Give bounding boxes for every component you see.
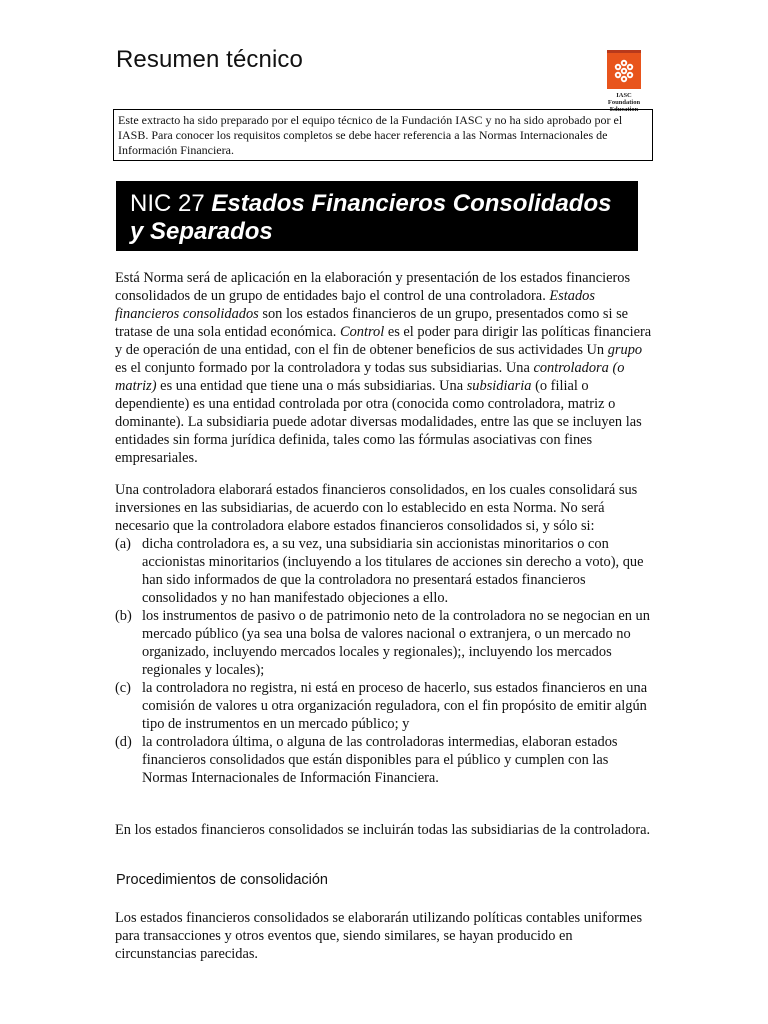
iasc-logo-icon: [607, 50, 641, 89]
list-item-text: la controladora última, o alguna de las controladoras intermedias, elaboran estados financieros consolidados que están disponibles para el público y cumplen con las Normas Internacionales de Información Financiera.: [142, 734, 618, 786]
exemption-paragraph: [115, 481, 655, 787]
text-run: es una entidad que tiene una o más subsidiarias. Una: [156, 378, 467, 394]
standard-name-line1: Estados Financieros Consolidados: [211, 190, 612, 217]
defined-term: controladora (o matriz): [115, 360, 625, 394]
list-marker: (c): [115, 680, 131, 696]
text-run: es el conjunto formado por la controladora y todas sus subsidiarias. Una: [115, 360, 534, 376]
logo-caption-line1: IASC Foundation: [607, 92, 641, 106]
text-run: (o filial o dependiente) es una entidad controlada por otra (conocida como controladora, matriz o dominante). La subsidiaria puede adotar diversas modalidades, entre las que se incluyen las entidades sin forma jurídica definida, tales como las fórmulas asociativas con fines empresariales.: [115, 378, 642, 466]
list-item: [115, 679, 655, 733]
banner-line1: [130, 190, 624, 218]
procedures-paragraph: Los estados financieros consolidados se elaborarán utilizando políticas contables uniformes para transacciones y otros eventos que, siendo similares, se hayan producido en circunstancias parecidas.: [115, 910, 643, 962]
text-run: es el poder para dirigir las políticas financiera y de operación de una entidad, con el fin de obtener beneficios de sus actividades Un: [115, 324, 652, 358]
list-marker: (a): [115, 536, 131, 552]
list-item: [115, 535, 655, 607]
defined-term: subsidiaria: [466, 378, 532, 394]
text-run: son los estados financieros de un grupo, presentados como si se tratase de una sola entidad económica.: [115, 306, 629, 340]
iasc-foundation-logo: [602, 50, 646, 113]
logo-caption-line2: Education: [609, 106, 639, 113]
disclaimer-box: Este extracto ha sido preparado por el equipo técnico de la Fundación IASC y no ha sido aprobado por el IASB. Para conocer los requisitos completos se debe hacer referencia a las Normas Internacionales de Información Financiera.: [113, 109, 653, 161]
list-item: [115, 607, 655, 679]
list-item-text: los instrumentos de pasivo o de patrimonio neto de la controladora no se negocian en un mercado público (ya sea una bolsa de valores nacional o extranjera, o un mercado no organizado, incluyendo mercados locales y regionales);, incluyendo los mercados regionales y locales);: [142, 608, 650, 678]
list-item-text: la controladora no registra, ni está en proceso de hacerlo, sus estados financieros en una comisión de valores u otra organización reguladora, con el fin propósito de emitir algún tipo de instrumentos en un mercado público; y: [142, 680, 648, 732]
list-marker: (b): [115, 608, 132, 624]
section-heading: Procedimientos de consolidación: [116, 872, 328, 888]
list-item: [115, 733, 655, 787]
definitions-paragraph: [115, 269, 655, 467]
defined-term: Control: [339, 324, 385, 340]
standard-name-line2: y Separados: [130, 218, 273, 245]
standard-title-banner: [116, 181, 638, 251]
defined-term: Estados financieros consolidados: [115, 288, 595, 322]
scope-paragraph: En los estados financieros consolidados se incluirán todas las subsidiarias de la controladora.: [115, 822, 651, 838]
list-item-text: dicha controladora es, a su vez, una subsidiaria sin accionistas minoritarios o con accionistas minoritarios (incluyendo a los titulares de acciones sin derecho a voto), que han sido informados de que la controladora no presentará estados financieros consolidados y no han manifestado objeciones a ello.: [142, 536, 644, 606]
standard-code: NIC 27: [130, 190, 205, 217]
document-title: Resumen técnico: [116, 46, 303, 73]
list-marker: (d): [115, 734, 132, 750]
exemption-list: [115, 535, 655, 787]
text-run: Está Norma será de aplicación en la elaboración y presentación de los estados financieros consolidados de un grupo de entidades bajo el control de una controladora.: [115, 270, 631, 304]
defined-term: grupo: [607, 342, 643, 358]
exemption-intro: Una controladora elaborará estados financieros consolidados, en los cuales consolidará sus inversiones en las subsidiarias, de acuerdo con lo establecido en esta Norma. No será necesario que la controladora elabore estados financieros consolidados si, y sólo si:: [115, 482, 638, 534]
